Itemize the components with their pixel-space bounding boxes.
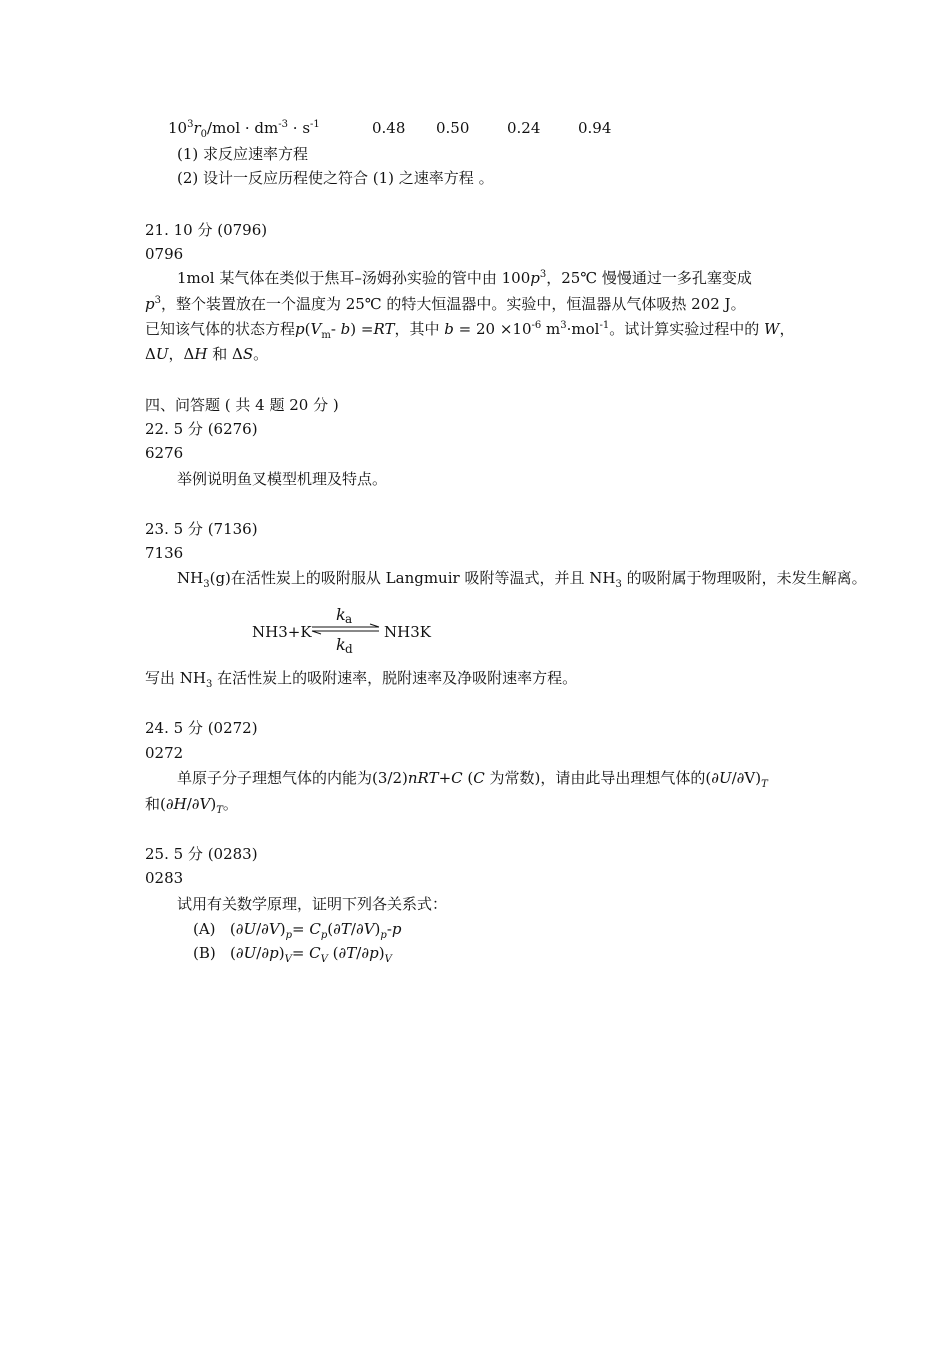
sub: p (285, 930, 293, 941)
text: ，25℃ 慢慢通过一多孔塞变成 (546, 269, 752, 287)
text: (∂ (327, 944, 347, 962)
text: m (541, 320, 561, 338)
sub: p (320, 930, 328, 941)
paragraph-line (177, 768, 768, 788)
var: C (473, 769, 485, 787)
paragraph-line (145, 794, 238, 814)
text: 。 (222, 795, 238, 813)
text: 写出 NH (145, 669, 206, 687)
paragraph-line (177, 268, 752, 288)
reaction-equation (252, 604, 442, 660)
var: RT (373, 320, 395, 338)
sup: 3 (539, 269, 547, 280)
text: + (438, 769, 452, 787)
paragraph-line (145, 294, 746, 314)
var: V (199, 795, 211, 813)
eq-reactants: NH3+K (252, 623, 312, 641)
sub: V (284, 954, 292, 965)
paragraph-line (145, 319, 794, 339)
text: (∂ (230, 944, 244, 962)
paragraph-line (145, 344, 268, 364)
sup: -1 (310, 119, 320, 130)
var: b (340, 320, 351, 338)
var: U (155, 345, 169, 363)
var: H (194, 345, 208, 363)
eq-ka-sub: a (345, 612, 353, 626)
eq-kd-k: k (336, 635, 346, 654)
var: U (243, 944, 257, 962)
paragraph-line: 举例说明鱼叉模型机理及特点。 (177, 470, 388, 488)
text: (B) (193, 944, 231, 962)
text: ，其中 (394, 320, 445, 338)
text: /mol · dm (207, 119, 279, 137)
text: ，Δ (168, 345, 195, 363)
sup: -6 (531, 320, 542, 331)
var: W (764, 320, 780, 338)
var: U (243, 920, 257, 938)
var: nRT (407, 769, 439, 787)
text: ) (374, 920, 381, 938)
text: - (386, 920, 392, 938)
table-cell: 0.94 (578, 119, 612, 137)
sup: 3 (154, 295, 161, 306)
var: T (340, 920, 351, 938)
paragraph-line (145, 668, 577, 688)
text: 和 Δ (207, 345, 243, 363)
sup: -1 (599, 320, 610, 331)
text: 10 (168, 119, 188, 137)
text: 1mol 某气体在类似于焦耳–汤姆孙实验的管中由 100 (177, 269, 531, 287)
text: 的吸附属于物理吸附，未发生解离。 (621, 569, 867, 587)
text: ( (304, 320, 311, 338)
sub: T (761, 779, 768, 790)
question-code: 0272 (145, 744, 184, 762)
eq-kd-sub: d (345, 642, 353, 656)
text: ) (279, 920, 286, 938)
subquestion-1: (1) 求反应速率方程 (177, 145, 309, 163)
sub: 0 (200, 129, 208, 140)
question-heading: 21. 10 分 (0796) (145, 221, 268, 239)
sub: V (320, 954, 328, 965)
var: H (173, 795, 187, 813)
text: ， (779, 320, 795, 338)
sub: m (321, 330, 331, 341)
sub: V (384, 954, 392, 965)
var: V (268, 920, 280, 938)
table-row-label (168, 118, 320, 138)
text: 。 (253, 345, 269, 363)
text: (g)在活性炭上的吸附服从 Langmuir 吸附等温式，并且 NH (209, 569, 616, 587)
var: U (718, 769, 732, 787)
text: 为常数)，请由此导出理想气体的(∂ (484, 769, 719, 787)
var: V (363, 920, 375, 938)
text: /∂V) (731, 769, 762, 787)
var: p (145, 295, 155, 313)
text: 在活性炭上的吸附速率，脱附速率及净吸附速率方程。 (212, 669, 578, 687)
text: = (292, 920, 310, 938)
var: p (269, 944, 279, 962)
sup: 3 (560, 320, 567, 331)
text: /∂ (256, 920, 269, 938)
question-heading: 24. 5 分 (0272) (145, 719, 258, 737)
text: 单原子分子理想气体的内能为(3/2) (177, 769, 408, 787)
question-code: 0796 (145, 245, 184, 263)
text: ) (210, 795, 217, 813)
var: p (295, 320, 305, 338)
table-cell: 0.50 (436, 119, 470, 137)
sub: 3 (615, 579, 622, 590)
subquestion-2: (2) 设计一反应历程使之符合 (1) 之速率方程 。 (177, 169, 494, 187)
text: (A) (193, 920, 230, 938)
equation-b (193, 943, 392, 963)
var: C (309, 944, 321, 962)
sub: 3 (205, 679, 213, 690)
var: V (310, 320, 322, 338)
table-cell: 0.24 (507, 119, 541, 137)
var: S (242, 345, 254, 363)
eq-ka-k: k (336, 605, 346, 624)
text: (∂ (229, 920, 244, 938)
text: 已知该气体的状态方程 (145, 320, 296, 338)
text: - (330, 320, 341, 338)
paragraph-line: 试用有关数学原理，证明下列各关系式： (177, 895, 448, 913)
var: T (346, 944, 357, 962)
text: (∂ (327, 920, 341, 938)
text: = (291, 944, 310, 962)
text: NH (177, 569, 204, 587)
text: = 20 ×10 (453, 320, 532, 338)
question-heading: 22. 5 分 (6276) (145, 420, 258, 438)
sup: 3 (187, 119, 194, 130)
var: b (444, 320, 454, 338)
question-code: 6276 (145, 444, 184, 462)
section-title: 四、问答题 ( 共 4 题 20 分 ) (145, 396, 339, 414)
text: ) (278, 944, 285, 962)
sub: p (380, 930, 387, 941)
text: ) = (350, 320, 374, 338)
question-heading: 23. 5 分 (7136) (145, 520, 258, 538)
question-heading: 25. 5 分 (0283) (145, 845, 258, 863)
eq-product: NH3K (384, 623, 431, 641)
text: ) (378, 944, 385, 962)
paragraph-line (177, 568, 867, 588)
text: /∂ (350, 920, 364, 938)
text: /∂ (256, 944, 270, 962)
var: p (369, 944, 379, 962)
text: · s (288, 119, 311, 137)
sup: -3 (278, 119, 289, 130)
text: ( (462, 769, 474, 787)
text: /∂ (356, 944, 370, 962)
sub: T (216, 805, 223, 816)
question-code: 7136 (145, 544, 184, 562)
var: p (391, 920, 402, 938)
table-cell: 0.48 (372, 119, 406, 137)
text: 和(∂ (145, 795, 174, 813)
var: r (193, 119, 201, 137)
text: ，整个装置放在一个温度为 25℃ 的特大恒温器中。实验中，恒温器从气体吸热 202 J。 (160, 295, 746, 313)
question-code: 0283 (145, 869, 184, 887)
text: 。试计算实验过程中的 (609, 320, 765, 338)
var: C (451, 769, 463, 787)
sub: 3 (203, 579, 210, 590)
var: C (309, 920, 321, 938)
text: Δ (145, 345, 156, 363)
var: p (530, 269, 540, 287)
equation-a (193, 919, 402, 939)
text: /∂ (186, 795, 200, 813)
text: ·mol (566, 320, 600, 338)
